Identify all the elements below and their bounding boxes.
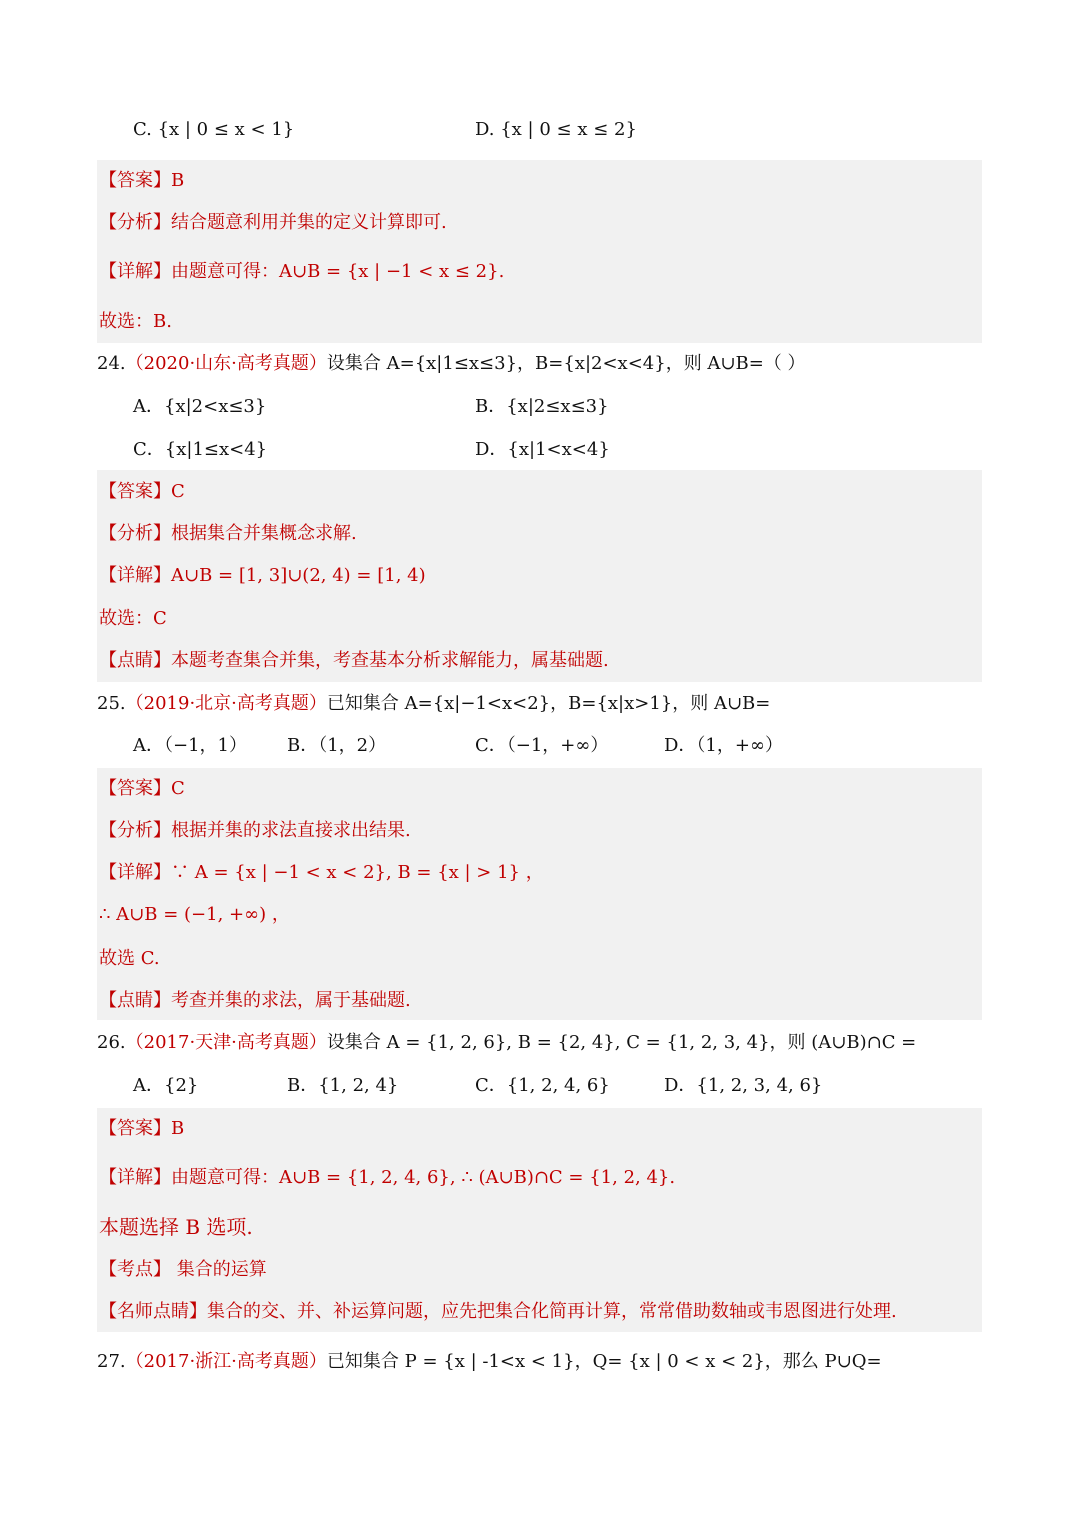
detail-text: 【详解】由题意可得：A∪B = {1, 2, 4, 6}, ∴ (A∪B)∩C = {1, 2, 4}. bbox=[99, 1167, 676, 1188]
detail-text: 【详解】∵ A = {x | −1 < x < 2}, B = {x | > 1} ， bbox=[99, 862, 544, 883]
question-25 bbox=[97, 692, 770, 716]
point-text: 【考点】 集合的运算 bbox=[99, 1259, 267, 1280]
answer-label: 【答案】C bbox=[99, 481, 185, 502]
detail-text: 【详解】A∪B = [1, 3]∪(2, 4) = [1, 4) bbox=[99, 565, 426, 586]
option-c: C．{1, 2, 4, 6} bbox=[475, 1075, 610, 1096]
option-d: D．{1, 2, 3, 4, 6} bbox=[664, 1075, 823, 1096]
question-26 bbox=[97, 1031, 916, 1055]
option-d: D．{x|1<x<4} bbox=[475, 439, 610, 460]
question-number: 24. bbox=[97, 353, 126, 374]
comment-text: 【点睛】考查并集的求法，属于基础题. bbox=[99, 990, 411, 1011]
choose-text: 故选：C bbox=[99, 608, 167, 629]
question-stem: 设集合 A = {1, 2, 6}, B = {2, 4}, C = {1, 2, 3, 4}，则 (A∪B)∩C = bbox=[326, 1032, 917, 1053]
question-27 bbox=[97, 1350, 882, 1374]
option-d: D. {x | 0 ≤ x ≤ 2} bbox=[475, 119, 637, 140]
analysis-text: 【分析】根据并集的求法直接求出结果. bbox=[99, 820, 411, 841]
answer-label: 【答案】B bbox=[99, 170, 185, 191]
solution-box bbox=[97, 768, 982, 1020]
option-c: C. {x | 0 ≤ x < 1} bbox=[133, 119, 295, 140]
choose-text: 本题选择 B 选项. bbox=[99, 1215, 253, 1239]
analysis-text: 【分析】根据集合并集概念求解. bbox=[99, 523, 357, 544]
question-stem: 已知集合 P = {x | -1<x < 1}，Q= {x | 0 < x < 2}，那么 P∪Q= bbox=[326, 1351, 882, 1372]
option-a: A．{x|2<x≤3} bbox=[133, 396, 267, 417]
question-stem: 已知集合 A={x|−1<x<2}，B={x|x>1}，则 A∪B= bbox=[326, 693, 771, 714]
option-c: C．{x|1≤x<4} bbox=[133, 439, 268, 460]
choose-text: 故选：B. bbox=[99, 311, 172, 332]
analysis-text: 【分析】结合题意利用并集的定义计算即可. bbox=[99, 212, 447, 233]
comment-text: 【名师点睛】集合的交、并、补运算问题，应先把集合化简再计算，常常借助数轴或韦恩图进行处理. bbox=[99, 1301, 897, 1322]
question-source: （2020·山东·高考真题） bbox=[125, 353, 327, 374]
question-source: （2019·北京·高考真题） bbox=[125, 693, 327, 714]
question-number: 26. bbox=[97, 1032, 126, 1053]
question-24 bbox=[97, 352, 806, 376]
option-b: B．（1，2） bbox=[287, 735, 387, 756]
choose-text: 故选 C. bbox=[99, 948, 160, 969]
answer-label: 【答案】C bbox=[99, 778, 185, 799]
question-source: （2017·天津·高考真题） bbox=[125, 1032, 327, 1053]
question-number: 25. bbox=[97, 693, 126, 714]
answer-label: 【答案】B bbox=[99, 1118, 185, 1139]
question-number: 27. bbox=[97, 1351, 126, 1372]
question-stem: 设集合 A={x|1≤x≤3}，B={x|2<x<4}，则 A∪B=（ ） bbox=[326, 353, 806, 374]
detail-text-2: ∴ A∪B = (−1, +∞) ， bbox=[99, 904, 290, 925]
option-b: B．{1, 2, 4} bbox=[287, 1075, 399, 1096]
option-d: D．（1，+∞） bbox=[664, 735, 783, 756]
option-c: C．（−1，+∞） bbox=[475, 735, 609, 756]
question-source: （2017·浙江·高考真题） bbox=[125, 1351, 327, 1372]
option-b: B．{x|2≤x≤3} bbox=[475, 396, 609, 417]
solution-box bbox=[97, 160, 982, 343]
option-a: A．{2} bbox=[133, 1075, 199, 1096]
comment-text: 【点睛】本题考查集合并集，考查基本分析求解能力，属基础题. bbox=[99, 650, 609, 671]
option-a: A．（−1，1） bbox=[133, 735, 247, 756]
detail-text: 【详解】由题意可得：A∪B = {x | −1 < x ≤ 2}. bbox=[99, 261, 505, 282]
